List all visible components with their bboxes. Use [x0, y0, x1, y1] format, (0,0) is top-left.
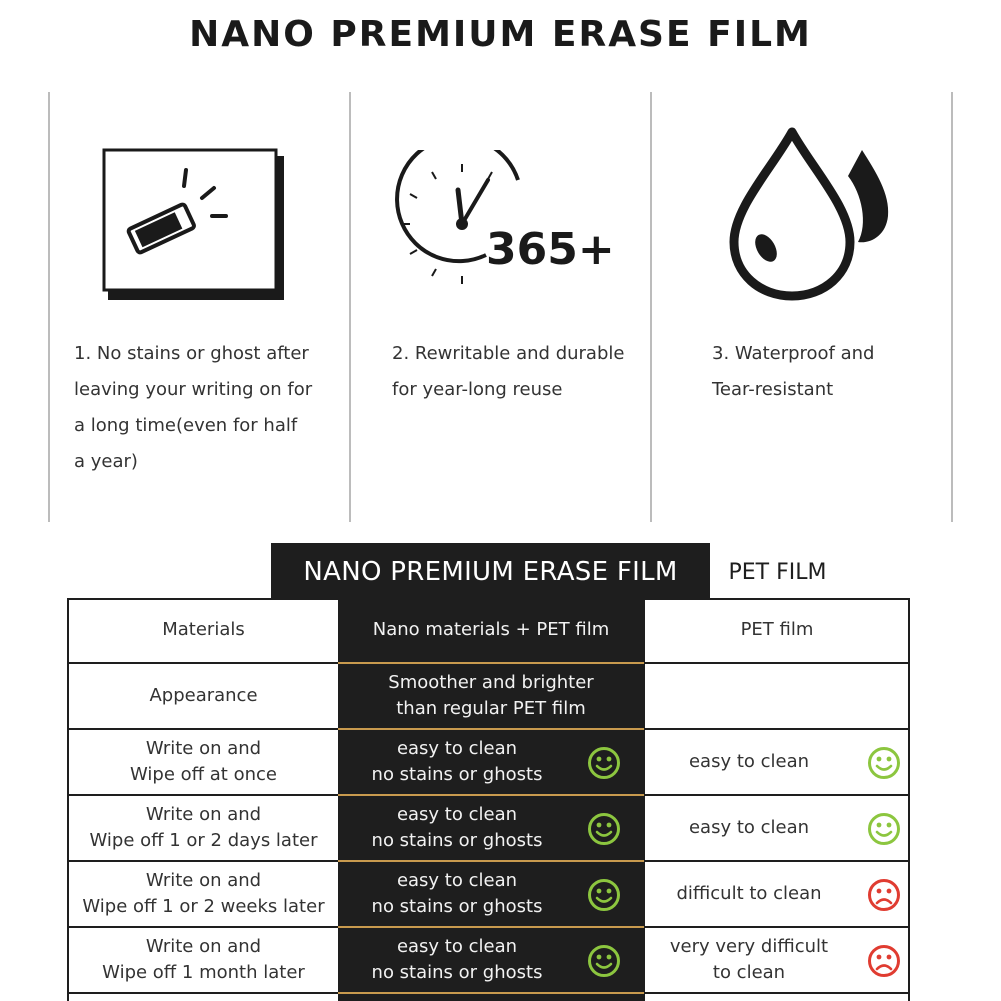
divider — [48, 92, 50, 522]
row-label: Write on and Wipe off 1 month later — [102, 936, 305, 983]
table-row — [67, 730, 910, 796]
smile-face-icon — [587, 746, 621, 780]
pet-cell — [644, 664, 910, 728]
feature-text-2: 2. Rewritable and durable for year-long reuse — [392, 343, 625, 400]
row-label: Appearance — [149, 685, 258, 706]
smile-face-icon — [587, 944, 621, 978]
smile-face-icon — [587, 878, 621, 912]
pet-cell: very very difficult to clean — [669, 936, 829, 983]
nano-cell: easy to clean no stains or ghosts — [371, 870, 543, 917]
row-label: Materials — [162, 619, 245, 640]
clock-icon — [390, 150, 620, 290]
nano-cell: Nano materials + PET film — [372, 619, 610, 640]
table-row — [67, 598, 910, 664]
row-label: Write on and Wipe off at once — [130, 738, 277, 785]
clock-badge: 365+ — [486, 224, 615, 275]
pet-cell: PET film — [740, 619, 814, 640]
page-title: NANO PREMIUM ERASE FILM — [189, 14, 812, 55]
row-label: Write on and Wipe off 1 or 2 weeks later — [82, 870, 325, 917]
divider — [650, 92, 652, 522]
nano-cell: Smoother and brighter than regular PET film — [388, 672, 594, 719]
nano-cell: easy to clean no stains or ghosts — [371, 936, 543, 983]
sad-face-icon — [867, 944, 901, 978]
table-row — [67, 928, 910, 994]
nano-column-header: NANO PREMIUM ERASE FILM — [271, 543, 710, 599]
sad-face-icon — [867, 878, 901, 912]
pet-cell: easy to clean — [688, 817, 810, 838]
pet-cell: difficult to clean — [676, 883, 822, 904]
nano-cell: easy to clean no stains or ghosts — [371, 738, 543, 785]
comparison-table — [67, 598, 910, 1001]
feature-text-3: 3. Waterproof and Tear-resistant — [712, 343, 875, 400]
nano-cell: easy to clean no stains or ghosts — [371, 804, 543, 851]
smile-face-icon — [867, 812, 901, 846]
table-row — [67, 664, 910, 730]
feature-text-1: 1. No stains or ghost after leaving your writing on for a long time(even for half a year) — [74, 343, 313, 472]
smile-face-icon — [867, 746, 901, 780]
table-row — [67, 796, 910, 862]
divider — [951, 92, 953, 522]
pet-column-header: PET FILM — [728, 560, 827, 585]
pet-cell: easy to clean — [688, 751, 810, 772]
smile-face-icon — [587, 812, 621, 846]
table-row — [67, 862, 910, 928]
water-drop-icon — [720, 124, 900, 304]
eraser-board-icon — [100, 148, 290, 304]
divider — [349, 92, 351, 522]
row-label: Write on and Wipe off 1 or 2 days later — [89, 804, 318, 851]
